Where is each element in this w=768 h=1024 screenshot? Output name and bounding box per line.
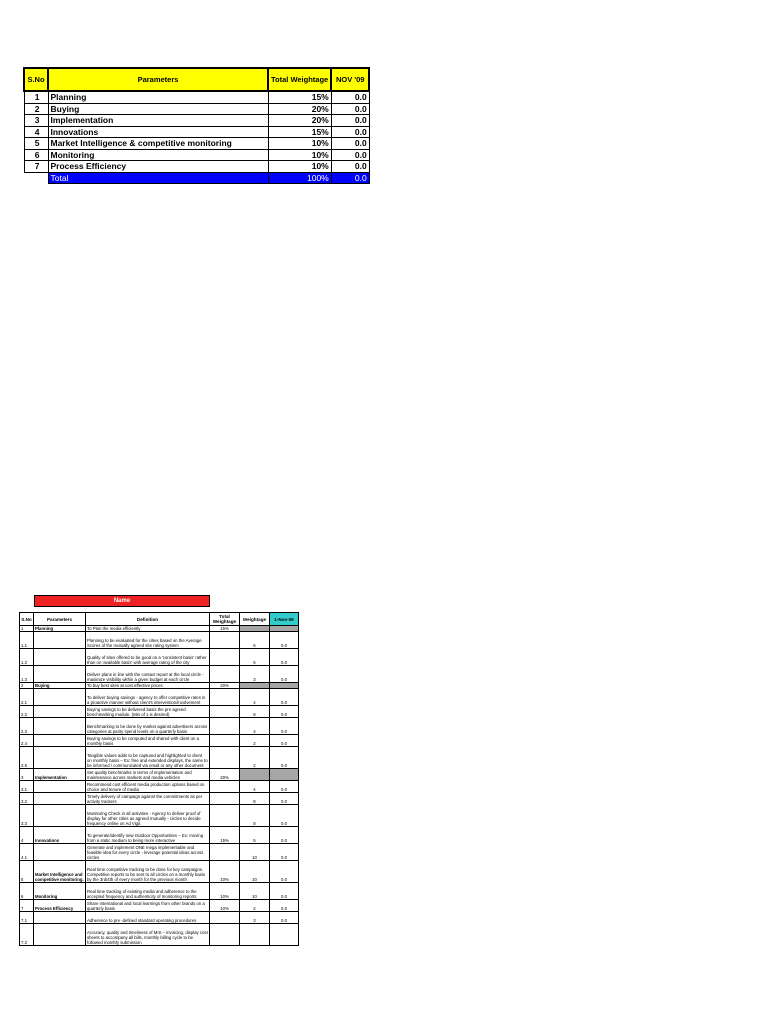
- summary-weightage: 10%: [268, 161, 331, 173]
- detail-weightage: 3: [240, 912, 270, 924]
- summary-score: 0.0: [331, 126, 369, 138]
- detail-score: [270, 924, 299, 946]
- detail-row: [20, 649, 299, 666]
- detail-score: 0.0: [270, 861, 299, 883]
- summary-sno: 4: [24, 126, 48, 138]
- detail-definition: Deliver plans in line with the contact report at the local circle - maximize visibility within a given budget at each circle: [86, 666, 210, 683]
- summary-sno: 6: [24, 149, 48, 161]
- detail-sno: 4.1: [20, 844, 34, 861]
- detail-parameter: [34, 793, 86, 805]
- detail-total-weightage: [210, 781, 240, 793]
- detail-total-weightage: [210, 632, 240, 649]
- detail-sno: 3.3: [20, 805, 34, 827]
- detail-weightage: 2: [240, 735, 270, 747]
- detail-score: 0.0: [270, 735, 299, 747]
- summary-row: [24, 138, 369, 150]
- detail-sno: 6: [20, 883, 34, 900]
- detail-total-weightage: [210, 689, 240, 706]
- detail-header-total-weightage: Total Weightage: [210, 613, 240, 626]
- detail-weightage: 4: [240, 781, 270, 793]
- detail-table: [19, 612, 299, 946]
- summary-header-parameters: Parameters: [48, 68, 268, 91]
- detail-weightage: 10: [240, 844, 270, 861]
- detail-weightage: 6: [240, 649, 270, 666]
- summary-score: 0.0: [331, 138, 369, 150]
- detail-header-parameters: Parameters: [34, 613, 86, 626]
- detail-sno: 3: [20, 769, 34, 781]
- detail-score: 0.0: [270, 805, 299, 827]
- summary-header-row: [24, 68, 369, 91]
- detail-sno: 7: [20, 900, 34, 912]
- summary-parameter: Implementation: [48, 115, 268, 127]
- detail-definition: Planning to be evaluated for the cities based on the Average Scores of the mutually agreed site rating system: [86, 632, 210, 649]
- detail-definition: Buying savings to be delivered basis the pre agreed benchmarking module. (Min of 1 is desired): [86, 706, 210, 718]
- detail-definition: To generate/identify new Outdoor Opportunities – Ex: moving from a static medium to being more interactive: [86, 827, 210, 844]
- summary-sno: 7: [24, 161, 48, 173]
- summary-total-weightage: 100%: [268, 172, 331, 184]
- detail-total-weightage: [210, 793, 240, 805]
- summary-parameter: Innovations: [48, 126, 268, 138]
- detail-sno: 2.1: [20, 689, 34, 706]
- detail-total-weightage: [210, 735, 240, 747]
- detail-row: [20, 912, 299, 924]
- detail-weightage: 6: [240, 632, 270, 649]
- detail-header-row: [20, 613, 299, 626]
- summary-parameter: Monitoring: [48, 149, 268, 161]
- summary-row: [24, 115, 369, 127]
- detail-total-weightage: 15%: [210, 827, 240, 844]
- detail-row: [20, 861, 299, 883]
- detail-parameter: Monitoring: [34, 883, 86, 900]
- detail-total-weightage: 20%: [210, 769, 240, 781]
- detail-total-weightage: [210, 718, 240, 735]
- summary-row: [24, 103, 369, 115]
- summary-table: [23, 67, 370, 184]
- summary-sno: 3: [24, 115, 48, 127]
- detail-sno: 1.2: [20, 649, 34, 666]
- detail-parameter: [34, 649, 86, 666]
- detail-score: 0.0: [270, 632, 299, 649]
- detail-row: [20, 747, 299, 769]
- detail-total-weightage: 10%: [210, 861, 240, 883]
- detail-weightage: 4: [240, 689, 270, 706]
- detail-row: [20, 827, 299, 844]
- detail-row: [20, 769, 299, 781]
- detail-definition: Monitoring Check in all activities - Agency to deliver proof of display for other cities as agreed mutually - circles to decide frequency online on Ad Vigil.: [86, 805, 210, 827]
- detail-header-definition: Definition: [86, 613, 210, 626]
- detail-parameter: Planning: [34, 626, 86, 632]
- summary-parameter: Buying: [48, 103, 268, 115]
- detail-sno: 7.1: [20, 912, 34, 924]
- detail-definition: Generate and implement ONE mega implementable and feasible idea for every circle - leverage potential ideas across circles: [86, 844, 210, 861]
- detail-sno: 2.5: [20, 747, 34, 769]
- detail-sno: 5: [20, 861, 34, 883]
- detail-weightage: 10: [240, 861, 270, 883]
- detail-weightage: 4: [240, 718, 270, 735]
- summary-weightage: 10%: [268, 149, 331, 161]
- detail-score: 0.0: [270, 844, 299, 861]
- detail-header-weightage: Weightage: [240, 613, 270, 626]
- summary-score: 0.0: [331, 91, 369, 103]
- detail-total-weightage: 10%: [210, 883, 240, 900]
- detail-weightage: 8: [240, 706, 270, 718]
- detail-total-weightage: [210, 912, 240, 924]
- detail-weightage: 2: [240, 900, 270, 912]
- detail-score: 0.0: [270, 718, 299, 735]
- detail-total-weightage: [210, 805, 240, 827]
- detail-definition: To deliver buying savings - agency to offer competitive rates in a proactive manner without client's intervention/involvement: [86, 689, 210, 706]
- name-bar[interactable]: Name: [34, 595, 210, 607]
- summary-parameter: Process Efficiency: [48, 161, 268, 173]
- detail-row: [20, 632, 299, 649]
- detail-definition: Benchmarking to be done by market against advertisers across categories at parity spend levels on a quarterly basis: [86, 718, 210, 735]
- detail-weightage: [240, 924, 270, 946]
- detail-row: [20, 805, 299, 827]
- summary-parameter: Planning: [48, 91, 268, 103]
- detail-sno: 2.2: [20, 706, 34, 718]
- detail-header-sno: S.No: [20, 613, 34, 626]
- detail-total-weightage: [210, 666, 240, 683]
- detail-total-weightage: [210, 649, 240, 666]
- detail-score: 0.0: [270, 706, 299, 718]
- detail-parameter: [34, 718, 86, 735]
- summary-row: [24, 126, 369, 138]
- summary-row: [24, 149, 369, 161]
- detail-sno: 1: [20, 626, 34, 632]
- detail-weightage: 2: [240, 747, 270, 769]
- detail-sno: 3.1: [20, 781, 34, 793]
- detail-parameter: [34, 632, 86, 649]
- detail-sno: 2.3: [20, 718, 34, 735]
- detail-row: [20, 689, 299, 706]
- detail-parameter: [34, 912, 86, 924]
- detail-parameter: [34, 666, 86, 683]
- detail-sno: 1.1: [20, 632, 34, 649]
- summary-total-score: 0.0: [331, 172, 369, 184]
- detail-parameter: [34, 735, 86, 747]
- detail-definition: Set quality benchmarks in terms of implementation and maintenance across markets and media vehicles: [86, 769, 210, 781]
- detail-sno: 3.2: [20, 793, 34, 805]
- summary-total-blank: [24, 172, 48, 184]
- summary-parameter: Market Intelligence & competitive monitoring: [48, 138, 268, 150]
- summary-score: 0.0: [331, 149, 369, 161]
- detail-sno: 7.2: [20, 924, 34, 946]
- detail-weightage: 10: [240, 883, 270, 900]
- detail-definition: Quality of sites offered to be good on a 'consistent basis' rather than on 'available basis' with average rating of the city: [86, 649, 210, 666]
- detail-total-weightage: 10%: [210, 900, 240, 912]
- detail-weightage: 8: [240, 793, 270, 805]
- detail-header-period: 1-Nov-09: [270, 613, 299, 626]
- detail-score: 0.0: [270, 912, 299, 924]
- summary-score: 0.0: [331, 115, 369, 127]
- detail-definition: To Plan the media efficiently: [86, 626, 210, 632]
- detail-row: [20, 718, 299, 735]
- detail-total-weightage: [210, 706, 240, 718]
- detail-weightage: 3: [240, 666, 270, 683]
- summary-total-label: Total: [48, 172, 268, 184]
- detail-weightage: 5: [240, 827, 270, 844]
- summary-score: 0.0: [331, 161, 369, 173]
- summary-weightage: 10%: [268, 138, 331, 150]
- summary-row: [24, 91, 369, 103]
- detail-parameter: Buying: [34, 683, 86, 689]
- detail-parameter: [34, 747, 86, 769]
- summary-row: [24, 161, 369, 173]
- detail-score: 0.0: [270, 827, 299, 844]
- detail-parameter: Implementation: [34, 769, 86, 781]
- detail-score: 0.0: [270, 781, 299, 793]
- detail-score: 0.0: [270, 883, 299, 900]
- summary-sno: 2: [24, 103, 48, 115]
- detail-score: 0.0: [270, 689, 299, 706]
- detail-definition: Share international and local learnings from other brands on a quarterly basis: [86, 900, 210, 912]
- summary-header-sno: S.No: [24, 68, 48, 91]
- detail-parameter: Innovations: [34, 827, 86, 844]
- detail-parameter: Process Efficiency: [34, 900, 86, 912]
- detail-parameter: Market Intelligence and competitive monitoring.: [34, 861, 86, 883]
- detail-sno: 2.4: [20, 735, 34, 747]
- detail-parameter: [34, 706, 86, 718]
- detail-total-weightage: [210, 747, 240, 769]
- detail-score: 0.0: [270, 666, 299, 683]
- detail-row: [20, 781, 299, 793]
- detail-score: 0.0: [270, 649, 299, 666]
- detail-definition: Timely delivery of campaign against the commitments as per activity trackers: [86, 793, 210, 805]
- detail-definition: Real time tracking of existing media and adherence to the accepted frequency and authenticity of monitoring reports: [86, 883, 210, 900]
- detail-parameter: [34, 689, 86, 706]
- detail-parameter: [34, 844, 86, 861]
- detail-sno: 4: [20, 827, 34, 844]
- detail-score: 0.0: [270, 900, 299, 912]
- summary-header-total-weightage: Total Weightage: [268, 68, 331, 91]
- detail-total-weightage: [210, 844, 240, 861]
- detail-definition: Tangible values adds to be captured and highlighted to client on monthly basis – Ex: free and extended displays, the same to be informed / communicated via email or any other document: [86, 747, 210, 769]
- summary-weightage: 15%: [268, 126, 331, 138]
- detail-parameter: [34, 781, 86, 793]
- detail-definition: Recommend cost efficient media production options based on choice and tenure of media: [86, 781, 210, 793]
- detail-definition: Adherence to pre -defined standard operating procedures: [86, 912, 210, 924]
- detail-definition: Real time competitive tracking to be done for key campaigns. Competitive reports to be sent to all circles on a monthly basis by the 3rd/4th of every month for the previous month: [86, 861, 210, 883]
- detail-total-weightage: [210, 924, 240, 946]
- detail-row: [20, 666, 299, 683]
- detail-total-weightage: 20%: [210, 683, 240, 689]
- summary-score: 0.0: [331, 103, 369, 115]
- summary-weightage: 20%: [268, 103, 331, 115]
- detail-weightage: [240, 769, 270, 781]
- detail-row: [20, 900, 299, 912]
- detail-row: [20, 844, 299, 861]
- detail-weightage: 8: [240, 805, 270, 827]
- detail-total-weightage: 15%: [210, 626, 240, 632]
- detail-row: [20, 735, 299, 747]
- detail-definition: Buying savings to be computed and shared with client on a monthly basis: [86, 735, 210, 747]
- detail-sno: 2: [20, 683, 34, 689]
- summary-weightage: 20%: [268, 115, 331, 127]
- detail-row: [20, 793, 299, 805]
- summary-sno: 5: [24, 138, 48, 150]
- detail-sno: 1.3: [20, 666, 34, 683]
- detail-row: [20, 883, 299, 900]
- detail-parameter: [34, 924, 86, 946]
- detail-row: [20, 924, 299, 946]
- detail-definition: To buy best sites at cost effective prices: [86, 683, 210, 689]
- detail-score: 0.0: [270, 793, 299, 805]
- detail-row: [20, 706, 299, 718]
- detail-definition: Accuracy, quality and timeliness of MIS – invoicing, display cost sheets to accompany all bills, monthly billing cycle to be followed monthly submission: [86, 924, 210, 946]
- summary-sno: 1: [24, 91, 48, 103]
- detail-parameter: [34, 805, 86, 827]
- summary-total-row: [24, 172, 369, 184]
- detail-score: 0.0: [270, 747, 299, 769]
- summary-header-period: NOV '09: [331, 68, 369, 91]
- detail-score: [270, 769, 299, 781]
- summary-weightage: 15%: [268, 91, 331, 103]
